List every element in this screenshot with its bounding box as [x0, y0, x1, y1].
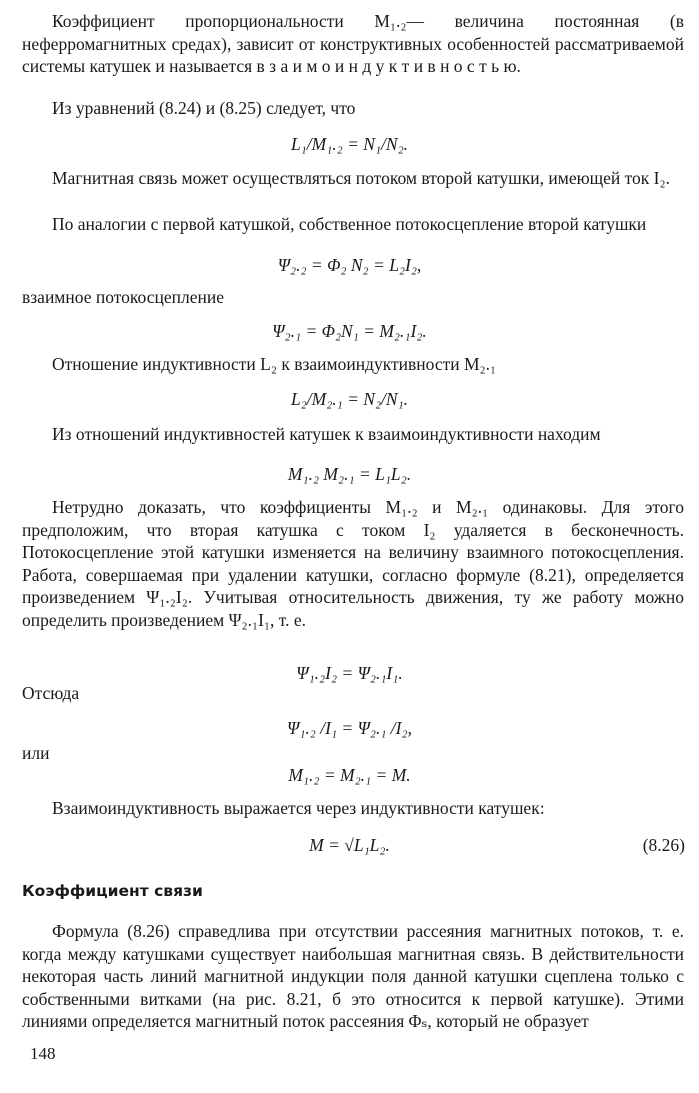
- paragraph-coupling-coefficient: Формула (8.26) справедлива при отсутствии рассеяния магнитных потоков, т. е. когда между катушками существует наибольшая магнитная связь. В действительности некоторая часть линий магнитной индукции поля данной катушки сцеплена только с собственными витками (на рис. 8.21, б это относится к первой катушке). Этими линиями определяется магнитный поток рассеяния Φₛ, который не образует: [22, 921, 684, 1032]
- paragraph-from-ratios: Из отношений индуктивностей катушек к взаимоиндуктивности находим: [52, 424, 601, 444]
- equation-psi22: Ψ₂.₂ = Φ₂ N₂ = L₂I₂,: [277, 255, 422, 275]
- paragraph-mutual-inductance-definition: Коэффициент пропорциональности M₁.₂— величина постоянная (в неферромагнитных средах), зависит от конструктивных особенностей рассматриваемой системы катушек и называется в з а и м о и н д у к т и в н о с т ь ю.: [22, 11, 684, 77]
- paragraph-ratio: Отношение индуктивности L₂ к взаимоиндуктивности M₂.₁: [52, 354, 497, 374]
- paragraph-from-equations: Из уравнений (8.24) и (8.25) следует, что: [52, 98, 356, 118]
- paragraph-hence: Отсюда: [22, 683, 80, 703]
- equation-l1-m12: L₁/M₁.₂ = N₁/N₂.: [290, 134, 409, 154]
- equation-psi12-i2: Ψ₁.₂I₂ = Ψ₂.₁I₁.: [296, 663, 403, 683]
- equation-psi-ratio: Ψ₁.₂ /I₁ = Ψ₂.₁ /I₂,: [287, 718, 412, 738]
- equation-826-body: M = √L₁L₂.: [309, 835, 390, 855]
- equation-m12-m21: M₁.₂ M₂.₁ = L₁L₂.: [287, 464, 412, 484]
- page-number: 148: [30, 1044, 56, 1063]
- paragraph-proof: Нетрудно доказать, что коэффициенты M₁.₂ и M₂.₁ одинаковы. Для этого предположим, что вторая катушка с током I₂ удаляется в бесконечность. Потокосцепление этой катушки изменяется на величину взаимного потокосцепления. Работа, совершаемая при удалении катушки, согласно формуле (8.21), определяется произведением Ψ₁.₂I₂. Учитывая относительность движения, ту же работу можно определить произведением Ψ₂.₁I₁, т. е.: [22, 497, 684, 630]
- paragraph-mutual-inductance-expression: Взаимоиндуктивность выражается через индуктивности катушек:: [52, 798, 545, 818]
- paragraph-magnetic-coupling: Магнитная связь может осуществляться потоком второй катушки, имеющей ток I₂.: [52, 168, 670, 188]
- equation-l2-m21: L₂/M₂.₁ = N₂/N₁.: [290, 389, 409, 409]
- equation-826: [0, 834, 699, 856]
- paragraph-or: или: [22, 743, 50, 763]
- equation-number: (8.26): [642, 835, 685, 855]
- equation-m-equal: M₁.₂ = M₂.₁ = M.: [288, 765, 411, 785]
- equation-psi21: Ψ₂.₁ = Φ₂N₁ = M₂.₁I₂.: [272, 321, 427, 341]
- paragraph-mutual-flux-linkage: взаимное потокосцепление: [22, 287, 224, 307]
- section-heading: Коэффициент связи: [22, 882, 203, 900]
- paragraph-analogy: По аналогии с первой катушкой, собственное потокосцепление второй катушки: [52, 214, 647, 234]
